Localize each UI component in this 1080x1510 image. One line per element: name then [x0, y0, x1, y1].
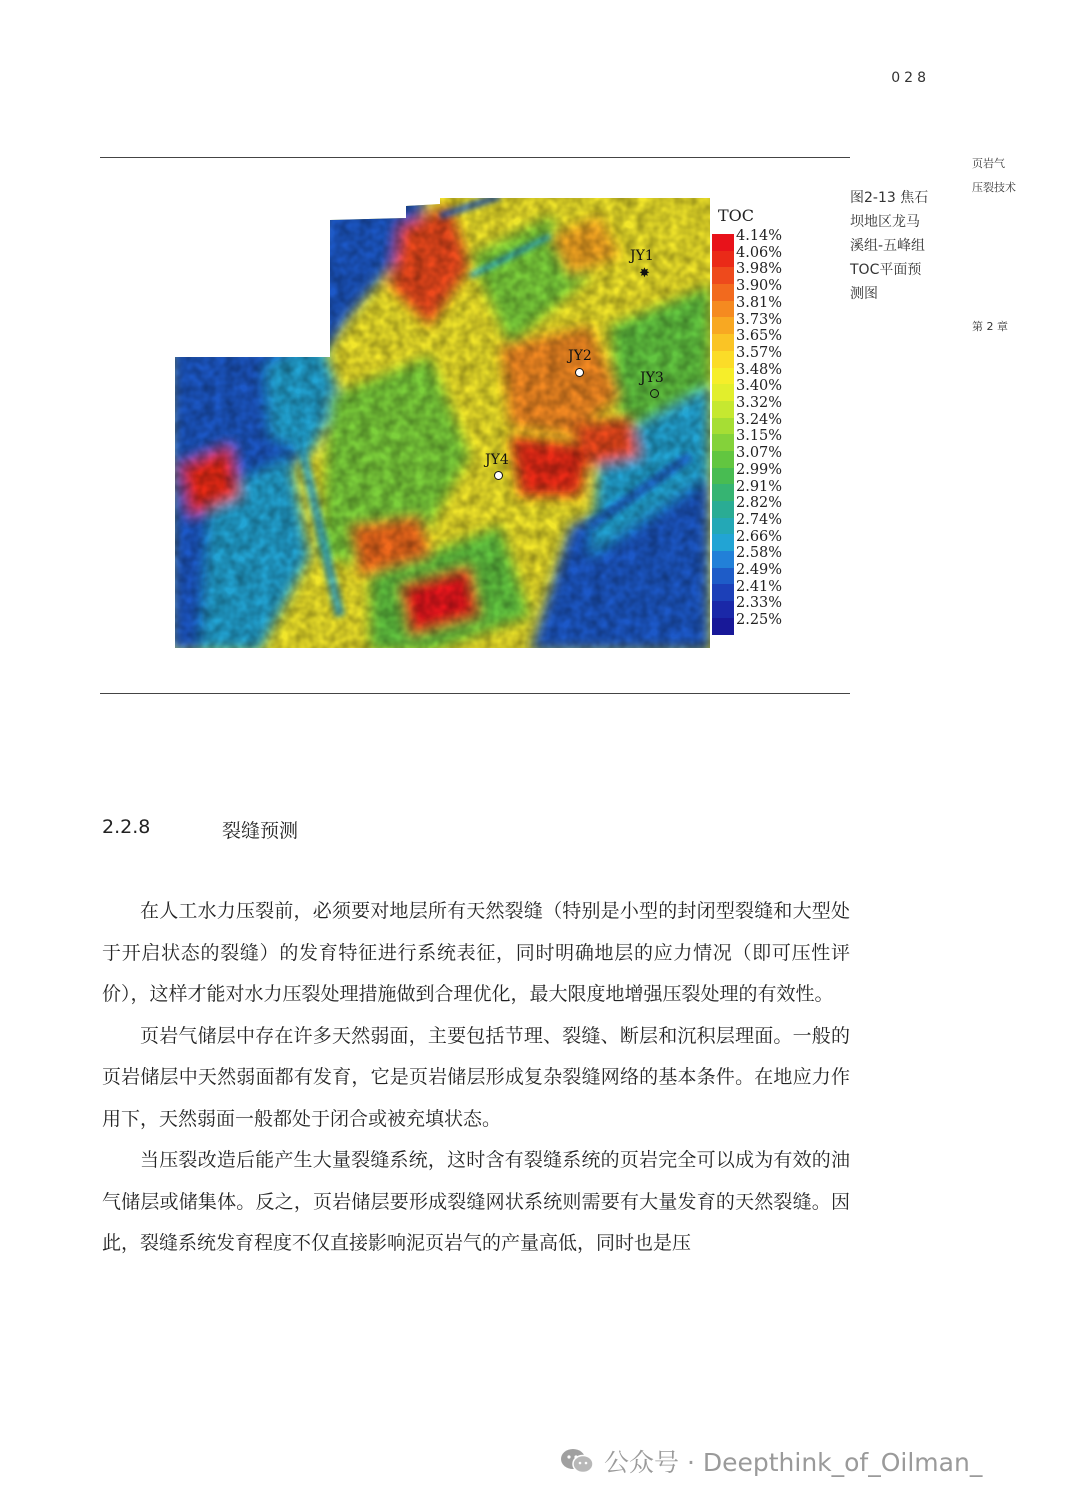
legend-swatch [712, 568, 734, 585]
legend-label: 3.48% [736, 361, 783, 378]
legend-label: 3.57% [736, 344, 783, 361]
running-book-title [972, 152, 1052, 200]
figure-caption [850, 186, 950, 306]
legend-label: 3.24% [736, 411, 783, 428]
toc-map [170, 196, 710, 655]
legend-label: 2.41% [736, 578, 783, 595]
legend-label: 3.15% [736, 428, 783, 445]
well-label-jy2: JY2 [568, 348, 592, 364]
legend-label: 3.65% [736, 328, 783, 345]
legend-swatch [712, 334, 734, 351]
legend-title: TOC [718, 206, 755, 225]
legend-swatch [712, 351, 734, 368]
well-star-icon: ✸ [639, 266, 650, 281]
legend-label: 3.40% [736, 378, 783, 395]
legend-label: 2.33% [736, 595, 783, 612]
legend-label: 3.81% [736, 294, 783, 311]
legend-label: 3.32% [736, 395, 783, 411]
legend-swatch [712, 468, 734, 485]
legend-swatch [712, 384, 734, 401]
legend-swatch [712, 418, 734, 435]
legend-swatch [712, 551, 734, 568]
body-text [102, 891, 850, 1265]
paragraph: 在人工水力压裂前，必须要对地层所有天然裂缝（特别是小型的封闭型裂缝和大型处于开启状态的裂缝）的发育特征进行系统表征，同时明确地层的应力情况（即可压性评价），这样才能对水力压裂处理措施做到合理优化，最大限度地增强压裂处理的有效性。 [102, 900, 850, 1005]
book-title-line1: 页岩气 [972, 157, 1005, 170]
watermark [560, 1443, 982, 1481]
caption-line: 溪组-五峰组 [850, 238, 926, 254]
legend-label: 2.74% [736, 511, 783, 528]
legend-swatch [712, 368, 734, 385]
legend-swatch [712, 518, 734, 535]
watermark-text: 公众号 · Deepthink_of_Oilman_ [604, 1448, 983, 1477]
legend-swatch [712, 484, 734, 501]
legend-label: 2.82% [736, 495, 783, 512]
legend-swatch [712, 618, 734, 635]
legend-label: 2.49% [736, 562, 783, 578]
section-title: 裂缝预测 [222, 820, 299, 842]
legend-label: 2.99% [736, 461, 783, 478]
legend-label: 2.66% [736, 528, 783, 545]
well-dot-icon [494, 471, 503, 480]
legend-label: 3.98% [736, 261, 783, 278]
caption-line: 图2-13 焦石 [850, 190, 929, 206]
well-label-jy4: JY4 [485, 452, 509, 468]
page-number: 028 [891, 70, 930, 86]
legend-swatch [712, 434, 734, 451]
legend-label: 4.14% [736, 228, 783, 244]
legend-label: 3.07% [736, 445, 783, 462]
caption-line: TOC平面预 [850, 262, 922, 278]
legend-swatch [712, 584, 734, 601]
chapter-label: 第 2 章 [972, 320, 1008, 333]
legend-swatch [712, 601, 734, 618]
legend-swatch [712, 234, 734, 251]
toc-map-image [170, 196, 710, 651]
legend-label: 3.90% [736, 278, 783, 295]
figure-top-rule [100, 157, 850, 158]
caption-line: 坝地区龙马 [850, 214, 920, 230]
wechat-icon [560, 1447, 594, 1481]
legend-swatch [712, 267, 734, 284]
legend-label: 3.73% [736, 311, 783, 328]
legend-swatch [712, 534, 734, 551]
legend-swatch [712, 401, 734, 418]
caption-line: 测图 [850, 286, 878, 302]
well-circle-icon [650, 389, 659, 398]
legend-color-bar [712, 234, 734, 635]
legend-swatch [712, 451, 734, 468]
section-number: 2.2.8 [102, 816, 151, 838]
well-label-jy3: JY3 [640, 370, 664, 386]
legend-swatch [712, 301, 734, 318]
legend-swatch [712, 317, 734, 334]
well-dot-icon [575, 368, 584, 377]
figure-bottom-rule [100, 693, 850, 694]
legend-label: 4.06% [736, 244, 783, 261]
legend-swatch [712, 284, 734, 301]
legend-swatch [712, 251, 734, 268]
book-title-line2: 压裂技术 [972, 181, 1016, 194]
legend-label: 2.91% [736, 478, 783, 495]
paragraph: 页岩气储层中存在许多天然弱面，主要包括节理、裂缝、断层和沉积层理面。一般的页岩储层中天然弱面都有发育，它是页岩储层形成复杂裂缝网络的基本条件。在地应力作用下，天然弱面一般都处于闭合或被充填状态。 [102, 1024, 850, 1130]
legend-label: 2.58% [736, 545, 783, 562]
legend-swatch [712, 501, 734, 518]
legend-label: 2.25% [736, 612, 783, 629]
paragraph: 当压裂改造后能产生大量裂缝系统，这时含有裂缝系统的页岩完全可以成为有效的油气储层或储集体。反之，页岩储层要形成裂缝网状系统则需要有大量发育的天然裂缝。因此，裂缝系统发育程度不仅直接影响泥页岩气的产量高低，同时也是压 [102, 1149, 850, 1254]
well-label-jy1: JY1 [630, 248, 654, 264]
